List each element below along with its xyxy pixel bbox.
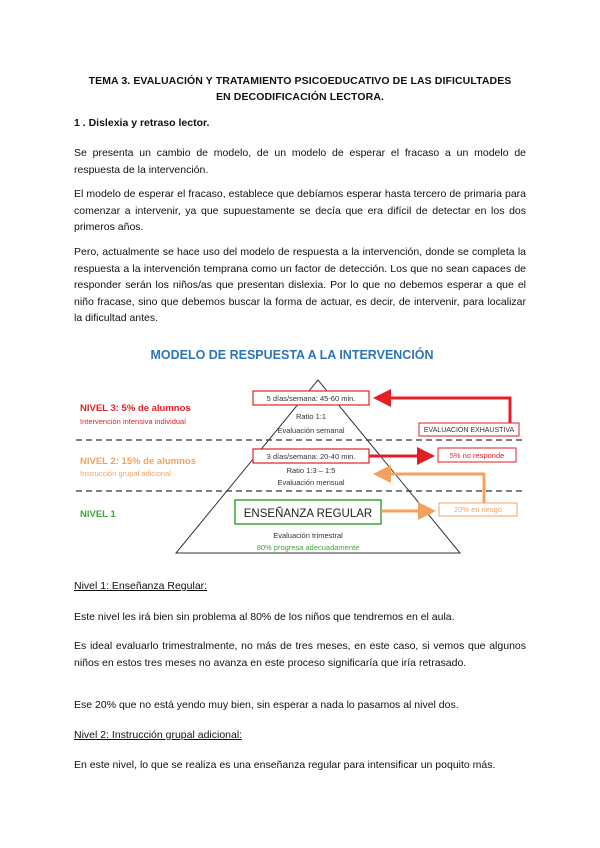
diagram-title: MODELO DE RESPUESTA A LA INTERVENCIÓN [150, 348, 434, 362]
arrow-to-level2 [376, 474, 484, 503]
title-line-1: TEMA 3. EVALUACIÓN Y TRATAMIENTO PSICOEDUCATIVO DE LAS DIFICULTADES [88, 75, 512, 87]
ratio-top: Ratio 1:1 [295, 412, 327, 421]
nivel2-sublabel: Instrucción grupal adicional [80, 469, 171, 478]
section-heading: 1 . Dislexia y retraso lector. [74, 117, 210, 129]
paragraph-2: El modelo de esperar el fracaso, establece que debíamos esperar hasta tercero de primaria para comenzar a intervenir, ya que supuestamente se decía que era difícil de detectar en los dos primeros años. [74, 188, 526, 233]
ratio-mid: Ratio 1:3 – 1:5 [286, 466, 336, 475]
nivel3-sublabel: Intervención intensiva individual [80, 417, 186, 426]
nivel1-paragraph-3: Ese 20% que no está yendo muy bien, sin esperar a nada lo pasamos al nivel dos. [74, 699, 459, 711]
arrow-to-level3 [376, 398, 510, 423]
progress-text: 80% progresa adecuadamente [256, 543, 360, 552]
nivel1-label: NIVEL 1 [80, 509, 116, 520]
base-box-text: ENSEÑANZA REGULAR [243, 508, 373, 520]
nivel2-label: NIVEL 2: 15% de alumnos [80, 456, 196, 467]
nivel1-paragraph-1: Este nivel les irá bien sin problema al 80% de los niños que tendremos en el aula. [74, 611, 455, 623]
exhaustive-text: EVALUACIÓN EXHAUSTIVA [423, 427, 515, 434]
paragraph-1: Se presenta un cambio de modelo, de un modelo de esperar el fracaso a un modelo de respuesta de la intervención. [74, 147, 526, 176]
eval-weekly: Evaluación semanal [277, 426, 345, 435]
nivel2-heading: Nivel 2: Instrucción grupal adicional: [74, 729, 243, 741]
top-box-text: 5 días/semana: 45-60 min. [266, 394, 356, 403]
paragraph-3: Pero, actualmente se hace uso del modelo de respuesta a la intervención, donde se completa la respuesta a la intervención temprana como un factor de detección. Los que no sean capaces de responder serán los niños/as que presentan dislexia. Por lo que no debemos esperar a que el niño fracase, sino que debemos buscar la forma de actuar, es decir, de intervenir, para localizar la dificultad antes. [74, 246, 526, 324]
title-line-2: EN DECODIFICACIÓN LECTORA. [215, 91, 385, 103]
nivel1-heading: Nivel 1: Enseñanza Regular: [74, 580, 208, 592]
eval-monthly: Evaluación mensual [277, 478, 345, 487]
nivel3-label: NIVEL 3: 5% de alumnos [80, 403, 191, 414]
eval-trimestral: Evaluación trimestral [273, 531, 343, 540]
nivel1-paragraph-2: Es ideal evaluarlo trimestralmente, no más de tres meses, en este caso, si vemos que algunos niños en estos tres meses no avanza en este proceso significaría que iría retrasado. [74, 640, 526, 669]
nivel2-paragraph-1: En este nivel, lo que se realiza es una enseñanza regular para intensificar un poquito más. [74, 759, 496, 771]
mid-box-text: 3 días/semana: 20-40 min. [266, 452, 356, 461]
no-responde-text: 5% no responde [449, 451, 505, 460]
riesgo-text: 20% en riesgo [454, 505, 502, 514]
